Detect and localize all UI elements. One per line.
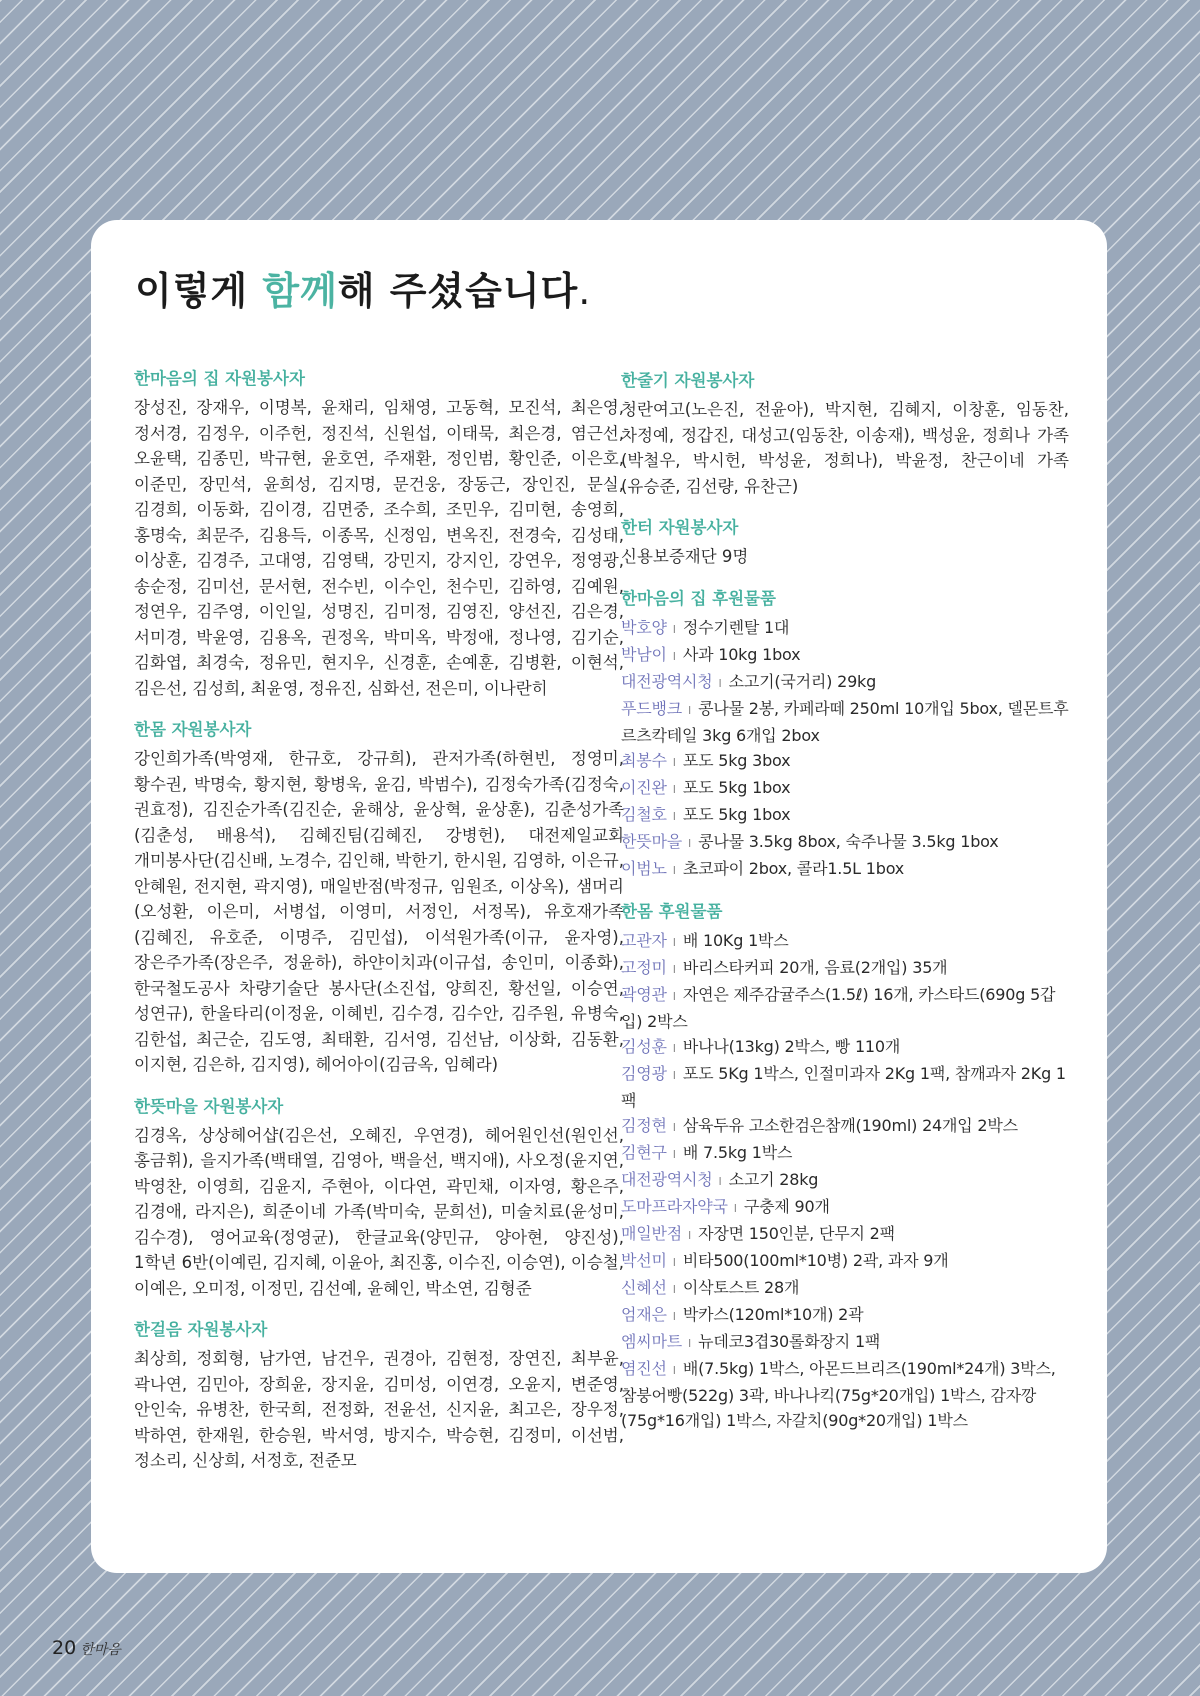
donation-detail: 정수기렌탈 1대 <box>682 617 790 637</box>
donation-item <box>621 829 1069 856</box>
donation-detail: 사과 10kg 1box <box>682 644 801 664</box>
separator: I <box>672 1068 676 1082</box>
donor-name: 도마프라자약국 <box>621 1196 728 1216</box>
separator: I <box>672 1120 676 1134</box>
donor-name: 이범노 <box>621 858 667 878</box>
volunteer-section <box>621 370 1069 499</box>
donation-item <box>621 775 1069 802</box>
donation-detail: 콩나물 3.5kg 8box, 숙주나물 3.5kg 1box <box>698 831 999 851</box>
donor-name: 고관자 <box>621 930 667 950</box>
donation-list <box>621 928 1069 1433</box>
donor-name: 박호양 <box>621 617 667 637</box>
separator: I <box>718 676 722 690</box>
separator: I <box>733 1201 737 1215</box>
donor-name: 김영광 <box>621 1063 667 1083</box>
donor-name: 김성훈 <box>621 1036 667 1056</box>
donation-detail: 소고기(국거리) 29kg <box>728 671 877 691</box>
donor-name: 김정현 <box>621 1115 667 1135</box>
separator: I <box>672 782 676 796</box>
separator: I <box>688 836 692 850</box>
section-heading: 한뜻마을 자원봉사자 <box>134 1096 284 1116</box>
donation-section <box>621 901 1069 1433</box>
volunteer-section <box>134 1319 624 1474</box>
section-body: 신용보증재단 9명 <box>621 547 749 566</box>
donor-name: 염진선 <box>621 1358 667 1378</box>
donation-item <box>621 642 1069 669</box>
donation-item <box>621 748 1069 775</box>
donation-detail: 삼육두유 고소한검은참깨(190ml) 24개입 2박스 <box>682 1115 1018 1135</box>
separator: I <box>672 935 676 949</box>
donation-item <box>621 696 1069 748</box>
donor-name: 김현구 <box>621 1142 667 1162</box>
donation-item <box>621 955 1069 982</box>
donation-detail: 비타500(100ml*10병) 2곽, 과자 9개 <box>682 1250 949 1270</box>
separator: I <box>672 1147 676 1161</box>
donation-item <box>621 615 1069 642</box>
donation-item <box>621 856 1069 883</box>
donor-name: 대전광역시청 <box>621 1169 713 1189</box>
donor-name: 엠씨마트 <box>621 1331 683 1351</box>
donation-detail: 자연은 제주감귤주스(1.5ℓ) 16개, 카스타드(690g 5갑입) 2박스 <box>621 984 1056 1031</box>
donation-detail: 배(7.5kg) 1박스, 아몬드브리즈(190ml*24개) 3박스, 참붕어빵(522g) 3곽, 바나나킥(75g*20개입) 1박스, 감자깡(75g*16개입) 1박스, 자갈치(90g*20개입) 1박스 <box>621 1358 1056 1430</box>
donation-item <box>621 1167 1069 1194</box>
donor-name: 엄재은 <box>621 1304 667 1324</box>
separator: I <box>672 809 676 823</box>
donation-detail: 소고기 28kg <box>728 1169 819 1189</box>
separator: I <box>672 1363 676 1377</box>
section-body: 강인희가족(박영재, 한규호, 강규희), 관저가족(하현빈, 정영미, 황수권, 박명숙, 황지현, 황병욱, 윤김, 박범수), 김정숙가족(김정숙, 권효정), 김진순가족(김진순, 윤해상, 윤상혁, 윤상훈), 김춘성가족(김춘성, 배용석), 김혜진팀(김혜진, 강병헌), 대전제일교회 개미봉사단(김신배, 노경수, 김인해, 박한기, 한시원, 김영하, 이은규, 안혜원, 전지현, 곽지영), 매일반점(박정규, 임원조, 이상옥), 샘머리(오성환, 이은미, 서병섭, 이영미, 서정인, 서정목), 유호재가족(김혜진, 유호준, 이명주, 김민섭), 이석원가족(이규, 윤자영), 장은주가족(장은주, 정윤하), 하얀이치과(이규섭, 송인미, 이종화), 한국철도공사 차량기술단 봉사단(소진섭, 양희진, 황선일, 이승연, 성연규), 한울타리(이정윤, 이혜빈, 김수경, 김수안, 김주원, 유병숙, 김한섭, 최근순, 김도영, 최태환, 김서영, 김선남, 이상화, 김동환, 이지현, 김은하, 김지영), 헤어아이(김금옥, 임혜라) <box>134 749 624 1074</box>
donation-detail: 포도 5kg 1box <box>682 777 791 797</box>
donation-detail: 박카스(120ml*10개) 2곽 <box>682 1304 864 1324</box>
donation-detail: 콩나물 2봉, 카페라떼 250ml 10개입 5box, 델몬트후르츠칵테일 3kg 6개입 2box <box>621 698 1069 745</box>
title-highlight: 함께 <box>262 269 338 313</box>
section-heading: 한몸 자원봉사자 <box>134 720 252 739</box>
donation-item <box>621 1275 1069 1302</box>
donation-section <box>621 588 1069 883</box>
donation-item <box>621 802 1069 829</box>
separator: I <box>672 989 676 1003</box>
donation-detail: 배 10Kg 1박스 <box>682 930 789 950</box>
section-body: 청란여고(노은진, 전윤아), 박지현, 김혜지, 이창훈, 임동찬, 차정예, 정갑진, 대성고(임동찬, 이송재), 백성윤, 정희나 가족(박철우, 박시헌, 박성윤, 정희나), 박윤정, 찬근이네 가족(유승준, 김선량, 유찬근) <box>621 400 1069 496</box>
donation-detail: 초코파이 2box, 콜라1.5L 1box <box>682 858 905 878</box>
left-column <box>134 368 624 1492</box>
separator: I <box>672 863 676 877</box>
section-heading: 한걸음 자원봉사자 <box>134 1320 268 1339</box>
donation-detail: 포도 5kg 3box <box>682 750 791 770</box>
donation-item <box>621 1302 1069 1329</box>
section-heading: 한마음의 집 자원봉사자 <box>134 369 305 388</box>
donor-name: 박선미 <box>621 1250 667 1270</box>
page-number: 20 <box>52 1637 77 1659</box>
donation-item <box>621 928 1069 955</box>
donation-item <box>621 1061 1069 1113</box>
separator: I <box>688 1336 692 1350</box>
donation-item <box>621 669 1069 696</box>
section-heading: 한마음의 집 후원물품 <box>621 588 776 608</box>
donation-item <box>621 1356 1069 1433</box>
separator: I <box>718 1174 722 1188</box>
magazine-logo: 한마음 <box>80 1642 121 1658</box>
donor-name: 이진완 <box>621 777 667 797</box>
volunteer-section <box>621 517 1069 570</box>
separator: I <box>672 1282 676 1296</box>
donor-name: 최봉수 <box>621 750 667 770</box>
donation-item <box>621 1221 1069 1248</box>
right-column <box>621 370 1069 1451</box>
donation-detail: 바나나(13kg) 2박스, 빵 110개 <box>682 1036 901 1056</box>
content-card <box>91 220 1107 1573</box>
separator: I <box>672 649 676 663</box>
donation-item <box>621 1194 1069 1221</box>
donation-detail: 포도 5kg 1box <box>682 804 791 824</box>
separator: I <box>672 755 676 769</box>
donor-name: 신혜선 <box>621 1277 667 1297</box>
separator: I <box>672 1255 676 1269</box>
separator: I <box>672 1309 676 1323</box>
donor-name: 푸드뱅크 <box>621 698 683 718</box>
donation-item <box>621 1113 1069 1140</box>
page-footer <box>52 1637 121 1659</box>
section-body: 최상희, 정회형, 남가연, 남건우, 권경아, 김현정, 장연진, 최부윤, 곽나연, 김민아, 장희윤, 장지윤, 김미성, 이연경, 오윤지, 변준영, 안인숙, 유병찬, 한국희, 전정화, 전윤선, 신지윤, 최고은, 장우정, 박하연, 한재원, 한승원, 박서영, 방지수, 박승현, 김정미, 이선범, 정소리, 신상희, 서정호, 전준모 <box>134 1349 624 1470</box>
separator: I <box>672 1041 676 1055</box>
donation-item <box>621 982 1069 1034</box>
donor-name: 매일반점 <box>621 1223 683 1243</box>
donation-list <box>621 615 1069 883</box>
donor-name: 고정미 <box>621 957 667 977</box>
donation-detail: 이삭토스트 28개 <box>682 1277 800 1297</box>
volunteer-section <box>134 719 624 1078</box>
section-body: 장성진, 장재우, 이명복, 윤채리, 임채영, 고동혁, 모진석, 최은영, 정서경, 김정우, 이주헌, 정진석, 신원섭, 이태묵, 최은경, 염근선, 오윤택, 김종민, 박규현, 윤호연, 주재환, 정인범, 황인준, 이은호, 이준민, 장민석, 윤희성, 김지명, 문건웅, 장동근, 장인진, 문실, 김경희, 이동화, 김이경, 김면중, 조수희, 조민우, 김미현, 송영희, 홍명숙, 최문주, 김용득, 이종목, 신정임, 변옥진, 전경숙, 김성태, 이상훈, 김경주, 고대영, 김영택, 강민지, 강지인, 강연우, 정영광, 송순정, 김미선, 문서현, 전수빈, 이수인, 천수민, 김하영, 김예원, 정연우, 김주영, 이인일, 성명진, 김미정, 김영진, 양선진, 김은경, 서미경, 박윤영, 김용옥, 권정옥, 박미옥, 박정애, 정나영, 김기순, 김화엽, 최경숙, 정유민, 현지우, 신경훈, 손예훈, 김병환, 이현석, 김은선, 김성희, 최윤영, 정유진, 심화선, 전은미, 이나란히 <box>134 398 624 698</box>
volunteer-section <box>134 1096 624 1302</box>
donation-detail: 뉴데코3겹30롤화장지 1팩 <box>698 1331 881 1351</box>
donation-detail: 바리스타커피 20개, 음료(2개입) 35개 <box>682 957 948 977</box>
section-body: 김경옥, 상상헤어샵(김은선, 오혜진, 우연경), 헤어원인선(원인선, 홍금휘), 을지가족(백태열, 김영아, 백을선, 백지애), 사오정(윤지연, 박영찬, 이영희, 김윤지, 주현아, 이다연, 곽민채, 이자영, 황은주, 김경애, 라지은), 희준이네 가족(박미숙, 문희선), 미술치료(윤성미, 김수경), 영어교육(정영균), 한글교육(양민규, 양아현, 양진성), 1학년 6반(이예린, 김지혜, 이윤아, 최진홍, 이수진, 이승연), 이승철, 이예은, 오미정, 이정민, 김선예, 윤혜인, 박소연, 김형준 <box>134 1125 624 1298</box>
donor-name: 한뜻마을 <box>621 831 683 851</box>
donor-name: 대전광역시청 <box>621 671 713 691</box>
donation-detail: 구충제 90개 <box>743 1196 830 1216</box>
page-title: 이렇게 함께해 주셨습니다. <box>135 269 592 313</box>
section-heading: 한줄기 자원봉사자 <box>621 371 755 390</box>
donor-name: 김철호 <box>621 804 667 824</box>
donation-detail: 자장면 150인분, 단무지 2팩 <box>698 1223 895 1243</box>
separator: I <box>672 622 676 636</box>
donor-name: 박남이 <box>621 644 667 664</box>
donor-name: 곽영관 <box>621 984 667 1004</box>
donation-detail: 포도 5Kg 1박스, 인절미과자 2Kg 1팩, 참깨과자 2Kg 1팩 <box>621 1063 1066 1110</box>
donation-item <box>621 1248 1069 1275</box>
donation-item <box>621 1140 1069 1167</box>
donation-item <box>621 1034 1069 1061</box>
separator: I <box>672 962 676 976</box>
section-heading: 한몸 후원물품 <box>621 901 723 921</box>
separator: I <box>688 703 692 717</box>
separator: I <box>688 1228 692 1242</box>
donation-item <box>621 1329 1069 1356</box>
donation-detail: 배 7.5kg 1박스 <box>682 1142 793 1162</box>
section-heading: 한터 자원봉사자 <box>621 518 739 537</box>
volunteer-section <box>134 368 624 701</box>
